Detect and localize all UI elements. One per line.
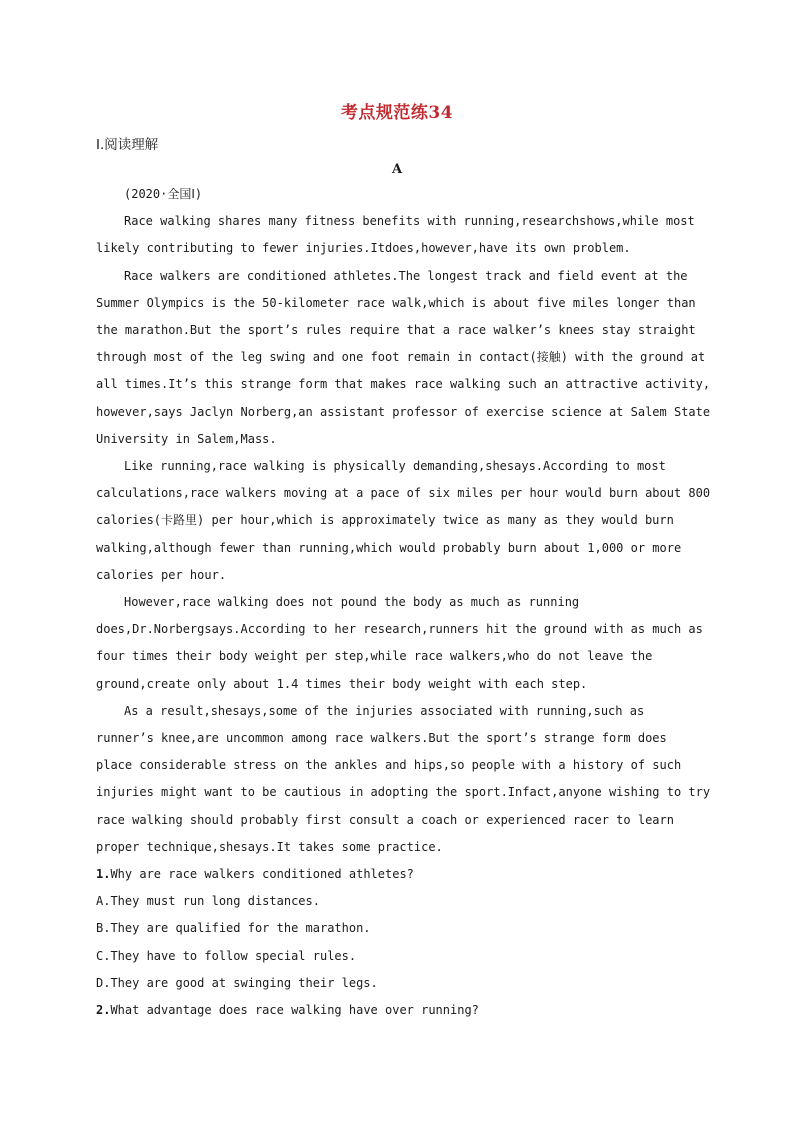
- passage-line: However,race walking does not pound the body as much as running: [124, 595, 580, 610]
- answer-option: D.They are good at swinging their legs.: [96, 975, 378, 990]
- source-line: (2020·全国Ⅰ): [124, 187, 203, 201]
- question-text: What advantage does race walking have over running?: [110, 1003, 479, 1018]
- passage-line: runner’s knee,are uncommon among race walkers.But the sport’s strange form does: [96, 731, 667, 746]
- passage-line: calories per hour.: [96, 567, 227, 582]
- answer-option: A.They must run long distances.: [96, 894, 320, 909]
- passage-line: through most of the leg swing and one foot remain in contact(接触) with the ground at: [96, 350, 706, 365]
- passage-line: Summer Olympics is the 50-kilometer race walk,which is about five miles longer than: [96, 295, 696, 310]
- passage-line: the marathon.But the sport’s rules require that a race walker’s knees stay straight: [96, 323, 696, 338]
- passage-text: [96, 208, 711, 861]
- passage-body: [96, 181, 711, 1024]
- page-title: 考点规范练34: [340, 103, 454, 123]
- passage-line: As a result,shesays,some of the injuries associated with running,such as: [124, 703, 645, 718]
- question-stem: [96, 861, 706, 888]
- passage-label: A: [391, 162, 403, 177]
- passage-line: does,Dr.Norbergsays.According to her research,runners hit the ground with as much as: [96, 622, 703, 637]
- passage-line: however,says Jaclyn Norberg,an assistant professor of exercise science at Salem State: [96, 404, 711, 419]
- passage-line: ground,create only about 1.4 times their body weight with each step.: [96, 676, 588, 691]
- question-list: [96, 861, 706, 1024]
- passage-line: calculations,race walkers moving at a pace of six miles per hour would burn about 800: [96, 486, 711, 501]
- section-heading: Ⅰ.阅读理解: [96, 137, 159, 153]
- passage-line: place considerable stress on the ankles and hips,so people with a history of such: [96, 758, 682, 773]
- question-text: Why are race walkers conditioned athletes?: [110, 867, 414, 882]
- passage-line: race walking should probably first consult a coach or experienced racer to learn: [96, 812, 674, 827]
- passage-line: Like running,race walking is physically demanding,shesays.According to most: [124, 459, 666, 474]
- passage-line: Race walkers are conditioned athletes.The longest track and field event at the: [124, 268, 688, 283]
- passage-line: calories(卡路里) per hour,which is approximately twice as many as they would burn: [96, 513, 674, 528]
- passage-line: Race walking shares many fitness benefits with running,researchshows,while most: [124, 214, 695, 229]
- question-number: 1.: [96, 867, 111, 882]
- passage-line: University in Salem,Mass.: [96, 431, 277, 446]
- question-number: 2.: [96, 1003, 111, 1018]
- answer-option: C.They have to follow special rules.: [96, 948, 357, 963]
- question-stem: [96, 997, 706, 1024]
- passage-line: injuries might want to be cautious in adopting the sport.Infact,anyone wishing to try: [96, 785, 711, 800]
- passage-line: all times.It’s this strange form that makes race walking such an attractive activity,: [96, 377, 711, 392]
- answer-option: B.They are qualified for the marathon.: [96, 921, 371, 936]
- passage-line: walking,although fewer than running,which would probably burn about 1,000 or more: [96, 540, 682, 555]
- passage-line: proper technique,shesays.It takes some practice.: [96, 839, 443, 854]
- passage-line: likely contributing to fewer injuries.Itdoes,however,have its own problem.: [96, 241, 631, 256]
- passage-line: four times their body weight per step,while race walkers,who do not leave the: [96, 649, 653, 664]
